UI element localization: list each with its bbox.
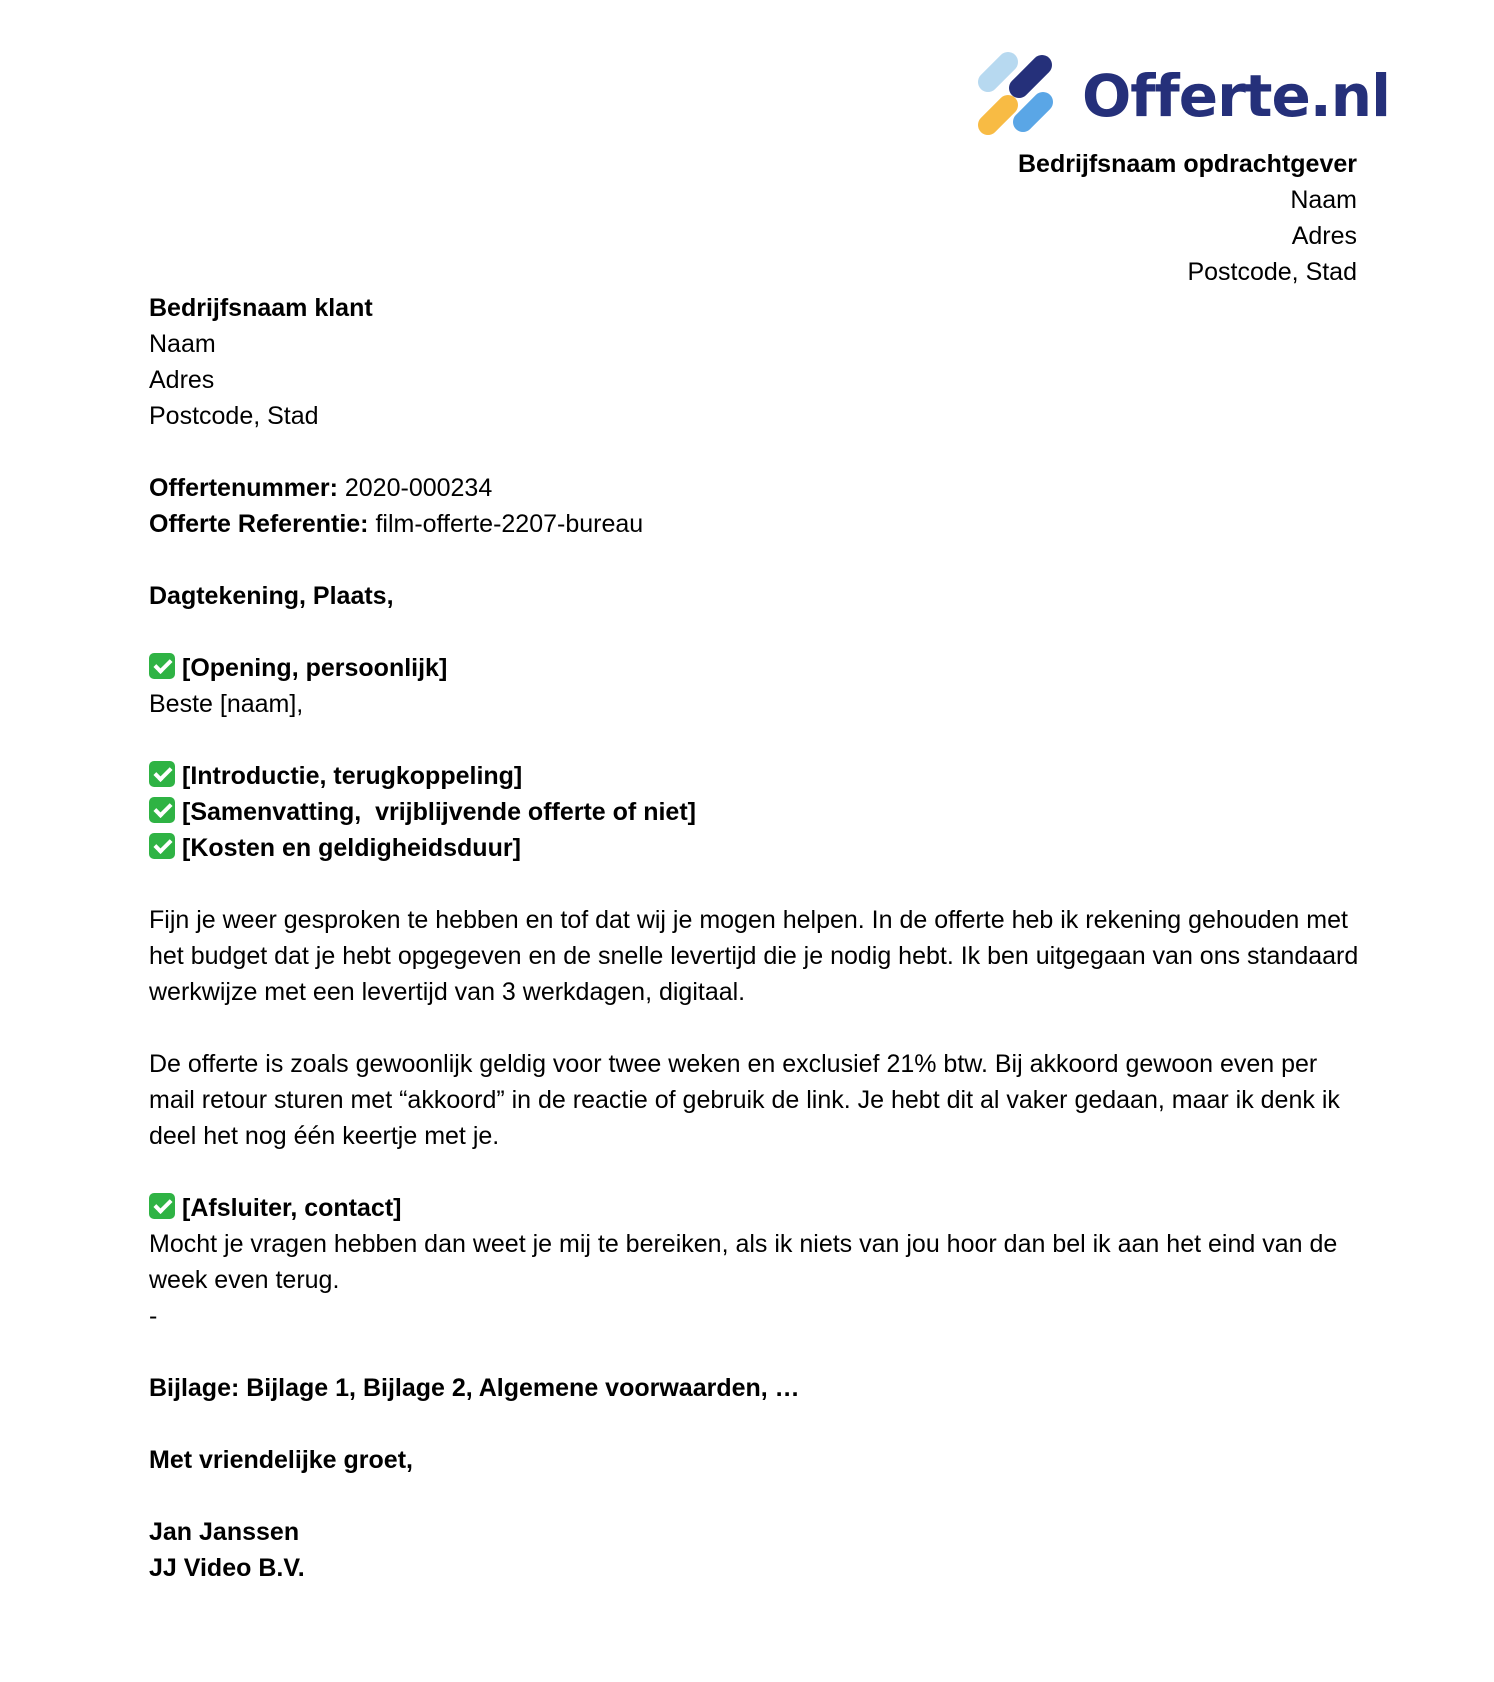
check-mark-icon [149,833,175,859]
check-mark-icon [149,653,175,679]
signer-name: Jan Janssen [149,1518,300,1546]
section-costs-label: [Kosten en geldigheidsduur] [182,834,521,862]
quote-number-row [149,470,1369,506]
dash-separator: - [149,1302,158,1330]
recipient-address: Adres [149,366,215,394]
check-mark-icon [149,1193,175,1219]
date-place: Dagtekening, Plaats, [149,582,394,610]
signer-company: JJ Video B.V. [149,1554,305,1582]
recipient-name: Naam [149,330,216,358]
quote-reference-value: film-offerte-2207-bureau [375,510,644,538]
logo-mark-icon [975,52,1061,138]
quote-number-value: 2020-000234 [344,474,493,502]
attachments-line: Bijlage: Bijlage 1, Bijlage 2, Algemene voorwaarden, … [149,1374,800,1402]
logo-wordmark: Offerte.nl [1082,62,1390,130]
section-closing-label: [Afsluiter, contact] [182,1194,402,1222]
check-mark-icon [149,797,175,823]
sender-address-block [1018,146,1357,290]
recipient-company: Bedrijfsnaam klant [149,294,373,322]
paragraph-validity: De offerte is zoals gewoonlijk geldig voor twee weken en exclusief 21% btw. Bij akkoord gewoon even per mail retour sturen met “akkoord” in de reactie of gebruik de link. Je hebt dit al vaker gedaan, maar ik denk ik deel het nog één keertje met je. [149,1050,1340,1150]
quote-number-label: Offertenummer: [149,474,338,502]
section-opening [149,650,1369,686]
sender-address: Adres [1291,222,1357,250]
closing-greeting: Met vriendelijke groet, [149,1446,413,1474]
sender-company: Bedrijfsnaam opdrachtgever [1018,150,1357,178]
recipient-address-block [149,290,1369,434]
section-opening-label: [Opening, persoonlijk] [182,654,448,682]
sender-name: Naam [1290,186,1357,214]
offerte-logo [975,52,1390,138]
paragraph-contact: Mocht je vragen hebben dan weet je mij te bereiken, als ik niets van jou hoor dan bel ik aan het eind van de week even terug. [149,1230,1338,1294]
section-summary [149,794,1369,830]
letter-body [149,290,1369,1586]
quote-reference-row [149,506,1369,542]
section-costs [149,830,1369,866]
section-intro [149,758,1369,794]
section-intro-label: [Introductie, terugkoppeling] [182,762,523,790]
sender-city: Postcode, Stad [1187,258,1357,286]
paragraph-intro: Fijn je weer gesproken te hebben en tof dat wij je mogen helpen. In de offerte heb ik rekening gehouden met het budget dat je hebt opgegeven en de snelle levertijd die je nodig hebt. Ik ben uitgegaan van ons standaard werkwijze met een levertijd van 3 werkdagen, digitaal. [149,906,1359,1006]
section-closing [149,1190,1369,1226]
quote-reference-label: Offerte Referentie: [149,510,369,538]
check-mark-icon [149,761,175,787]
salutation: Beste [naam], [149,690,304,718]
recipient-city: Postcode, Stad [149,402,319,430]
section-summary-label: [Samenvatting, vrijblijvende offerte of niet] [182,798,696,826]
